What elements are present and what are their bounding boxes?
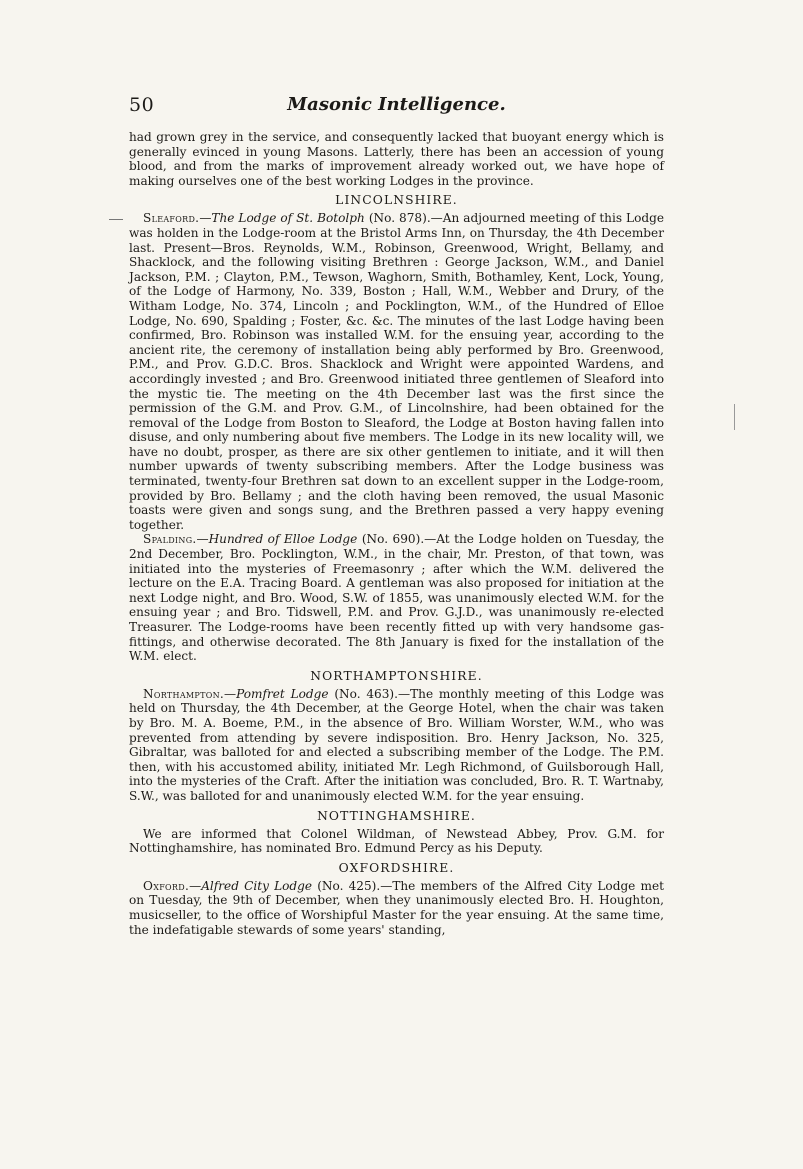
- page-title: Masonic Intelligence.: [287, 94, 506, 115]
- margin-mark: [109, 219, 123, 220]
- report-northampton: [129, 687, 664, 804]
- dash: —: [224, 686, 237, 701]
- place-name: Northampton.: [143, 686, 225, 701]
- lodge-name: Pomfret Lodge: [236, 686, 329, 701]
- report-text: (No. 463).—The monthly meeting of this Lodge was held on Thursday, the 4th December, at the George Hotel, when the chair was taken by Bro. M. A. Boeme, P.M., in the absence of Bro. William Worster, W.M., who was prevented from attending by severe indisposition. Bro. Henry Jackson, No. 325, Gibraltar, was balloted for and elected a subscribing member of the Lodge. The P.M. then, with his accustomed ability, initiated Mr. Legh Richmond, of Guilsborough Hall, into the mysteries of the Craft. After the initiation was concluded, Bro. R. T. Wartnaby, S.W., was balloted for and unanimously elected W.M. for the year ensuing.: [129, 686, 664, 803]
- section-heading-northamptonshire: NORTHAMPTONSHIRE.: [310, 668, 483, 683]
- running-head: [129, 94, 664, 120]
- report-sleaford: [129, 211, 664, 532]
- section-heading-oxfordshire: OXFORDSHIRE.: [338, 860, 455, 875]
- report-oxford: [129, 879, 664, 937]
- dash: —: [196, 532, 209, 547]
- place-name: Oxford.: [143, 878, 190, 893]
- intro-paragraph: had grown grey in the service, and consequently lacked that buoyant energy which is generally evinced in young Masons. Latterly, there has been an accession of young blood, and from the marks of improvement already worked out, we have hope of making ourselves one of the best working Lodges in the province.: [129, 130, 664, 188]
- lodge-name: The Lodge of St. Botolph: [211, 211, 365, 226]
- lodge-name: Hundred of Elloe Lodge: [208, 532, 358, 547]
- place-name: Sleaford.: [143, 211, 200, 226]
- lodge-name: Alfred City Lodge: [201, 878, 313, 893]
- dash: —: [189, 878, 202, 893]
- margin-mark: [734, 404, 735, 430]
- page: [129, 94, 664, 937]
- report-nottinghamshire: We are informed that Colonel Wildman, of Newstead Abbey, Prov. G.M. for Nottinghamshire, has nominated Bro. Edmund Percy as his Deputy.: [129, 826, 664, 856]
- section-heading-nottinghamshire: NOTTINGHAMSHIRE.: [317, 808, 476, 823]
- section-heading-lincolnshire: LINCOLNSHIRE.: [335, 193, 458, 208]
- place-name: Spalding.: [143, 532, 197, 547]
- dash: —: [199, 211, 212, 226]
- report-text: (No. 425).—The members of the Alfred City Lodge met on Tuesday, the 9th of December, when they unanimously elected Bro. H. Houghton, musicseller, to the office of Worshipful Master for the year ensuing. At the same time, the indefatigable stewards of some years' standing,: [129, 878, 664, 937]
- report-text: (No. 878).—An adjourned meeting of this Lodge was holden in the Lodge-room at the Bristol Arms Inn, on Thursday, the 4th December last. Present—Bros. Reynolds, W.M., Robinson, Greenwood, Wright, Bellamy, and Shacklock, and the following visiting Brethren : George Jackson, W.M., and Daniel Jackson, P.M. ; Clayton, P.M., Tewson, Waghorn, Smith, Bothamley, Kent, Lock, Young, of the Lodge of Harmony, No. 339, Boston ; Hall, W.M., Webber and Drury, of the Witham Lodge, No. 374, Lincoln ; and Pocklington, W.M., of the Hundred of Elloe Lodge, No. 690, Spalding ; Foster, &c. &c. The minutes of the last Lodge having been confirmed, Bro. Robinson was installed W.M. for the ensuing year, according to the ancient rite, the ceremony of installation being ably performed by Bro. Greenwood, P.M., and Prov. G.D.C. Bros. Shacklock and Wright were appointed Wardens, and accordingly invested ; and Bro. Greenwood initiated three gentlemen of Sleaford into the mystic tie. The meeting on the 4th December last was the first since the permission of the G.M. and Prov. G.M., of Lincolnshire, had been obtained for the removal of the Lodge from Boston to Sleaford, the Lodge at Boston having fallen into disuse, and only numbering about five members. The Lodge in its new locality will, we have no doubt, prosper, as there are six other gentlemen to initiate, and it will then number upwards of twenty subscribing members. After the Lodge business was terminated, twenty-four Brethren sat down to an excellent supper in the Lodge-room, provided by Bro. Bellamy ; and the cloth having been removed, the usual Masonic toasts were given and songs sung, and the Brethren passed a very happy evening together.: [129, 211, 664, 532]
- page-number: 50: [129, 94, 155, 116]
- report-text: (No. 690).—At the Lodge holden on Tuesday, the 2nd December, Bro. Pocklington, W.M., in the chair, Mr. Preston, of that town, was initiated into the mysteries of Freemasonry ; after which the W.M. delivered the lecture on the E.A. Tracing Board. A gentleman was also proposed for initiation at the next Lodge night, and Bro. Wood, S.W. of 1855, was unanimously elected W.M. for the ensuing year ; and Bro. Tidswell, P.M. and Prov. G.J.D., was unanimously re-elected Treasurer. The Lodge-rooms have been recently fitted up with very handsome gas-fittings, and otherwise decorated. The 8th January is fixed for the installation of the W.M. elect.: [129, 532, 664, 664]
- report-spalding: [129, 532, 664, 663]
